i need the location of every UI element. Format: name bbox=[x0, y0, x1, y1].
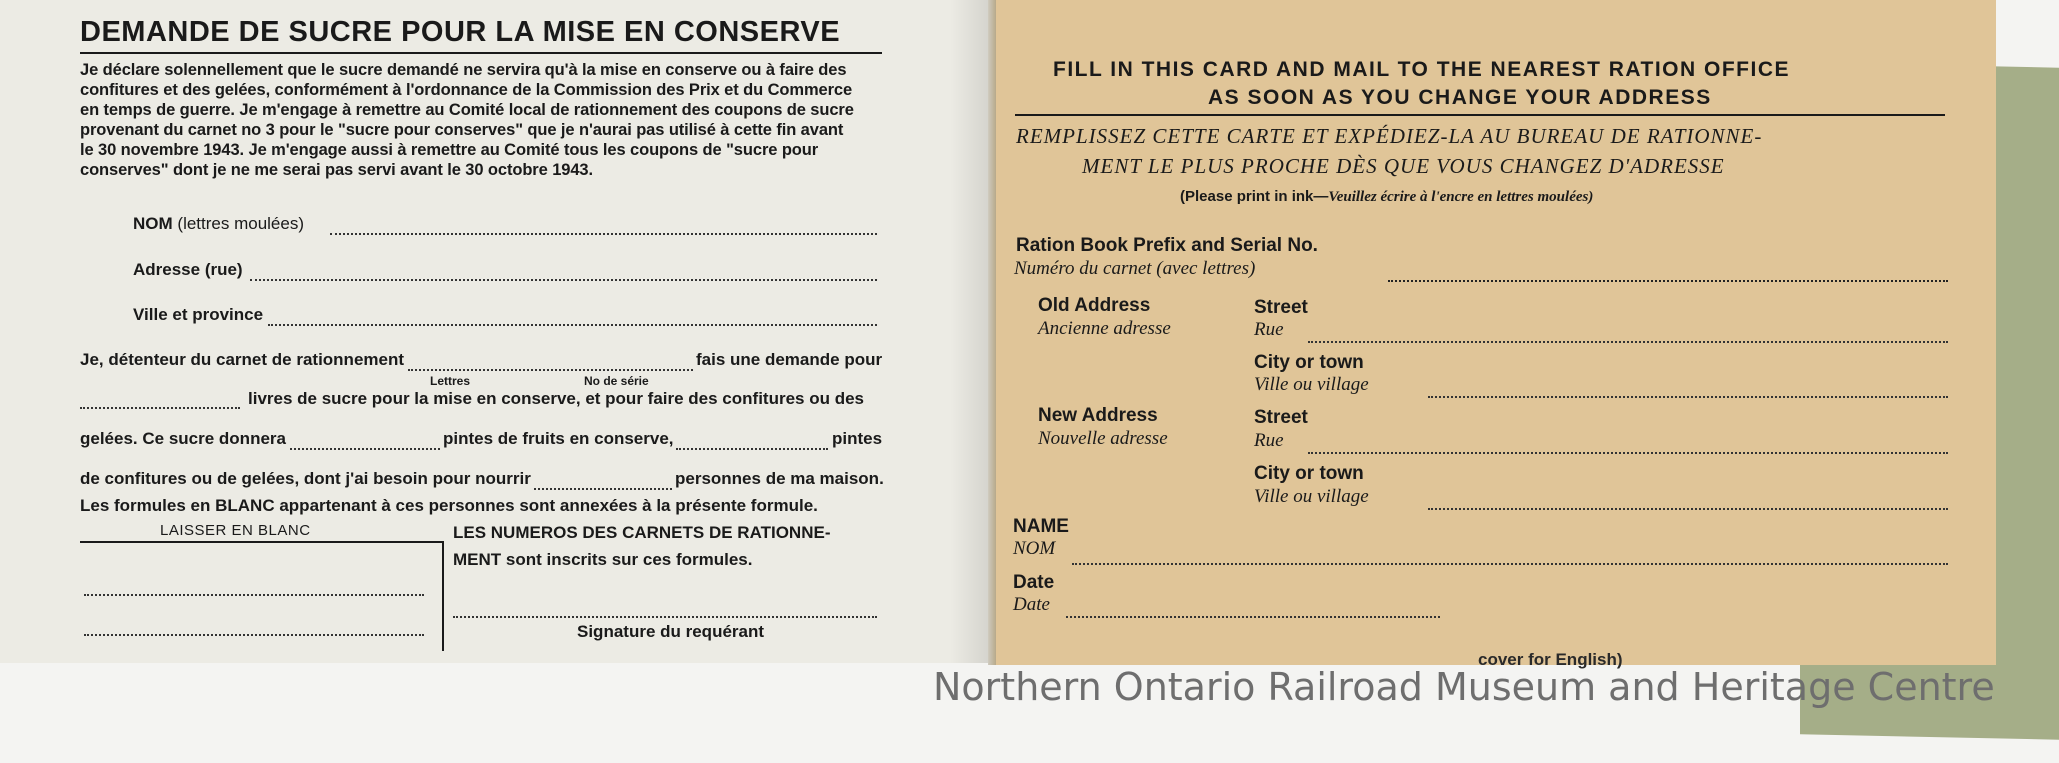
adresse-label: Adresse (rue) bbox=[133, 260, 243, 279]
pintes-entry-line[interactable] bbox=[676, 448, 828, 450]
ville-label: Ville et province bbox=[133, 305, 264, 324]
signature-label: Signature du requérant bbox=[577, 622, 765, 641]
personnes-entry-line[interactable] bbox=[534, 488, 672, 490]
blank-entry-line[interactable] bbox=[84, 594, 424, 596]
nom-label: NOM bbox=[133, 214, 173, 233]
old-address-label-fr: Ancienne adresse bbox=[1038, 318, 1171, 339]
date-entry-line[interactable] bbox=[1066, 616, 1440, 618]
declaration-line: Je déclare solennellement que le sucre demandé ne servira qu'à la mise en conserve ou à faire des bbox=[80, 61, 847, 79]
declaration-line: en temps de guerre. Je m'engage à remettre au Comité local de rationnement des coupons de sucre bbox=[80, 101, 854, 119]
numeros-line-2 bbox=[453, 550, 752, 570]
new-city-label-fr: Ville ou village bbox=[1254, 486, 1369, 507]
pintes-text: pintes bbox=[832, 429, 883, 448]
old-address-label: Old Address bbox=[1038, 295, 1151, 316]
prefix-label-fr: Numéro du carnet (avec lettres) bbox=[1014, 258, 1256, 279]
pintes-fruits-entry-line[interactable] bbox=[290, 448, 440, 450]
new-address-label: New Address bbox=[1038, 405, 1158, 426]
old-street-entry-line[interactable] bbox=[1308, 341, 1948, 343]
old-city-entry-line[interactable] bbox=[1428, 396, 1948, 398]
livres-entry-line[interactable] bbox=[80, 407, 240, 409]
old-street-label: Street bbox=[1254, 297, 1308, 318]
card-heading-line-1: FILL IN THIS CARD AND MAIL TO THE NEAREST RATION OFFICE bbox=[1053, 58, 1790, 81]
gelees-text: gelées. Ce sucre donnera bbox=[80, 429, 286, 448]
french-heading-line-1: REMPLISSEZ CETTE CARTE ET EXPÉDIEZ-LA AU BUREAU DE RATIONNE- bbox=[1016, 124, 1763, 148]
new-street-entry-line[interactable] bbox=[1308, 452, 1948, 454]
prefix-entry-line[interactable] bbox=[1388, 280, 1948, 282]
date-label: Date bbox=[1013, 572, 1055, 593]
form-title: DEMANDE DE SUCRE POUR LA MISE EN CONSERVE bbox=[80, 16, 841, 48]
formules-line bbox=[80, 496, 818, 516]
name-entry-line[interactable] bbox=[1072, 563, 1948, 565]
laisser-en-blanc-label: LAISSER EN BLANC bbox=[160, 522, 311, 539]
declaration-line: conserves" dont je ne me serai pas servi avant le 30 octobre 1943. bbox=[80, 161, 593, 179]
livres-text: livres de sucre pour la mise en conserve, et pour faire des confitures ou des bbox=[248, 389, 864, 408]
name-label: NAME bbox=[1013, 516, 1069, 537]
demande-text: fais une demande pour bbox=[696, 350, 883, 369]
card-heading-line-2: AS SOON AS YOU CHANGE YOUR ADDRESS bbox=[1208, 86, 1712, 109]
old-city-label-fr: Ville ou village bbox=[1254, 374, 1369, 395]
prefix-label: Ration Book Prefix and Serial No. bbox=[1016, 235, 1318, 256]
nom-entry-line[interactable] bbox=[330, 233, 877, 235]
french-heading-line-2: MENT LE PLUS PROCHE DÈS QUE VOUS CHANGEZ D'ADRESSE bbox=[1082, 154, 1725, 178]
blank-entry-line[interactable] bbox=[84, 634, 424, 636]
personnes-text: personnes de ma maison. bbox=[675, 469, 884, 488]
date-label-fr: Date bbox=[1013, 594, 1050, 615]
declaration-line: le 30 novembre 1943. Je m'engage aussi à remettre au Comité tous les coupons de "sucre pour bbox=[80, 141, 819, 159]
card-heading-rule bbox=[1015, 114, 1945, 116]
declaration-line: confitures et des gelées, conformément à l'ordonnance de la Commission des Prix et du Commerce bbox=[80, 81, 853, 99]
print-instruction bbox=[1180, 188, 1593, 206]
formules-pre: Les formules en bbox=[80, 496, 211, 515]
title-rule bbox=[80, 52, 882, 54]
signature-entry-line[interactable] bbox=[453, 616, 877, 618]
blank-box-right-border bbox=[442, 541, 444, 651]
new-city-label: City or town bbox=[1254, 463, 1364, 484]
ville-entry-line[interactable] bbox=[268, 324, 877, 326]
new-street-label-fr: Rue bbox=[1254, 430, 1284, 451]
nom-field-label bbox=[133, 214, 304, 234]
new-city-entry-line[interactable] bbox=[1428, 508, 1948, 510]
confitures-text: de confitures ou de gelées, dont j'ai besoin pour nourrir bbox=[80, 469, 531, 488]
lettres-hint: Lettres bbox=[430, 374, 471, 388]
numeros-bold: MENT bbox=[453, 550, 502, 569]
watermark: Northern Ontario Railroad Museum and Heritage Centre bbox=[933, 665, 1995, 709]
numeros-rest: sont inscrits sur ces formules. bbox=[501, 550, 753, 569]
old-street-label-fr: Rue bbox=[1254, 319, 1284, 340]
name-label-fr: NOM bbox=[1013, 538, 1056, 559]
adresse-entry-line[interactable] bbox=[250, 279, 877, 281]
serie-hint: No de série bbox=[584, 374, 649, 388]
print-instruction-en: (Please print in ink— bbox=[1180, 188, 1329, 205]
numeros-line-1: LES NUMEROS DES CARNETS DE RATIONNE- bbox=[453, 523, 831, 542]
new-address-label-fr: Nouvelle adresse bbox=[1038, 428, 1168, 449]
pintes-fruits-text: pintes de fruits en conserve, bbox=[443, 429, 674, 448]
detenteur-text: Je, détenteur du carnet de rationnement bbox=[80, 350, 405, 369]
declaration-line: provenant du carnet no 3 pour le "sucre pour conserves" que je n'aurai pas utilisé à cette fin avant bbox=[80, 121, 844, 139]
partial-hidden-text: cover for English) bbox=[1478, 650, 1623, 669]
formules-post: appartenant à ces personnes sont annexées à la présente formule. bbox=[279, 496, 818, 515]
print-instruction-fr: Veuillez écrire à l'encre en lettres moulées) bbox=[1328, 189, 1594, 205]
new-street-label: Street bbox=[1254, 407, 1308, 428]
booklet-gutter bbox=[988, 0, 996, 665]
formules-blanc: BLANC bbox=[215, 496, 275, 515]
carnet-entry-line[interactable] bbox=[408, 369, 693, 371]
old-city-label: City or town bbox=[1254, 352, 1364, 373]
nom-hint: (lettres moulées) bbox=[177, 214, 305, 233]
blank-box-top-border bbox=[80, 541, 444, 543]
